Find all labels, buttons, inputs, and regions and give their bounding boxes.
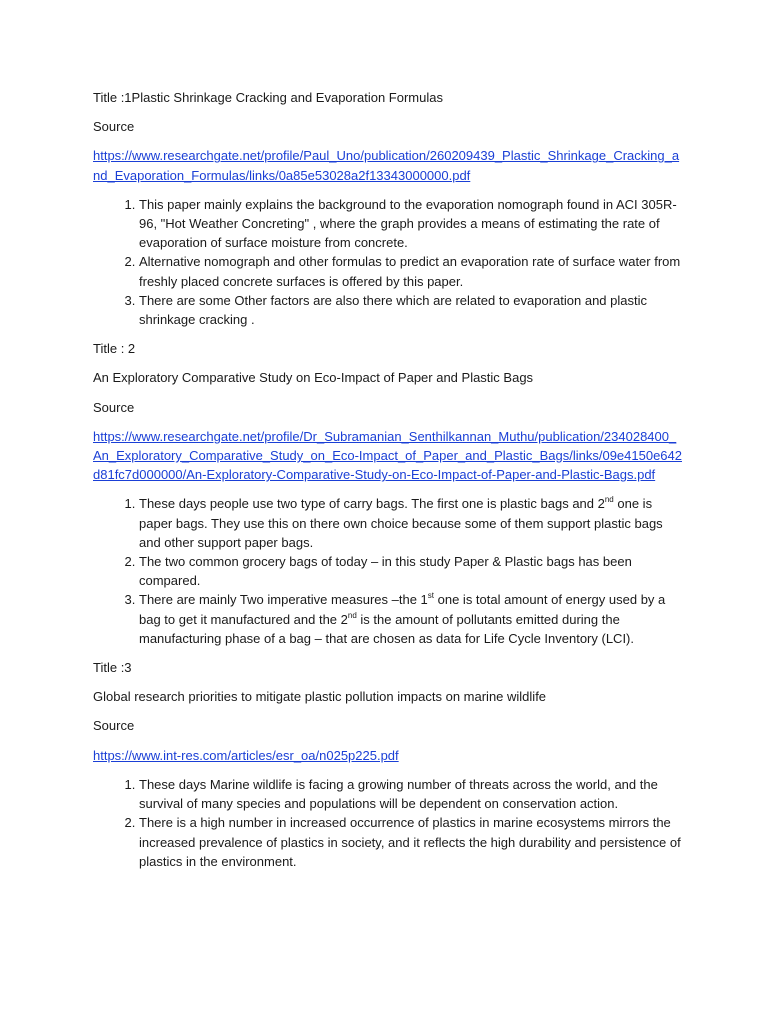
list-item-text: These days people use two type of carry bags. The first one is plastic bags and 2 bbox=[139, 496, 605, 512]
list-item bbox=[139, 552, 684, 590]
list-item-text: one is total amount of energy used by a bag to get it manufactured and the 2 bbox=[139, 592, 666, 627]
section-2-subtitle: An Exploratory Comparative Study on Eco-Impact of Paper and Plastic Bags bbox=[93, 370, 534, 386]
ordinal-suffix: st bbox=[427, 591, 435, 601]
ordinal-suffix: nd bbox=[347, 610, 357, 620]
list-item: 2. There is a high number in increased occurrence of plastics in marine ecosystems mirrors the increased prevalence of plastics in society, and it reflects the high durability and persistence of plastics in the environment. bbox=[139, 813, 684, 871]
list-item-text: is the amount of pollutants emitted during the manufacturing phase of a bag – that are chosen as data for Life Cycle Inventory (LCI). bbox=[139, 611, 635, 646]
list-item-text: There are mainly Two imperative measures –the 1 bbox=[139, 592, 428, 608]
section-1-source-label: Source bbox=[93, 119, 135, 135]
list-item: 3. There are some Other factors are also there which are related to evaporation and plastic shrinkage cracking . bbox=[139, 291, 684, 329]
list-item: 1. These days Marine wildlife is facing a growing number of threats across the world, and the survival of many species and populations will be dependent on conservation action. bbox=[139, 775, 684, 813]
section-2-source-label: Source bbox=[93, 399, 135, 415]
section-1-title: Title :1Plastic Shrinkage Cracking and Evaporation Formulas bbox=[93, 90, 443, 105]
list-item-text: The two common grocery bags of today – in this study Paper & Plastic bags has been compared. bbox=[139, 554, 632, 589]
list-item: 1. This paper mainly explains the background to the evaporation nomograph found in ACI 305R-96, "Hot Weather Concreting" , where the graph provides a means of estimating the rate of evaporation of surface moisture from concrete. bbox=[139, 195, 684, 253]
list-item bbox=[139, 494, 684, 552]
section-3-source-link-wrap bbox=[93, 746, 684, 765]
list-item: 2. Alternative nomograph and other formulas to predict an evaporation rate of surface water from freshly placed concrete surfaces is offered by this paper. bbox=[139, 252, 684, 290]
list-item-text: one is paper bags. They use this on there own choice because some of them support plastic bags and other support paper bags. bbox=[139, 496, 663, 550]
section-3-subtitle: Global research priorities to mitigate plastic pollution impacts on marine wildlife bbox=[93, 689, 547, 705]
section-2-list bbox=[93, 494, 684, 648]
section-2-source-link-wrap bbox=[93, 427, 684, 485]
ordinal-suffix: nd bbox=[604, 495, 614, 505]
section-2-title: Title : 2 bbox=[93, 341, 136, 357]
section-1-source-link[interactable]: https://www.researchgate.net/profile/Paul_Uno/publication/260209439_Plastic_Shrinkage_Cracking_and_Evaporation_Formulas/links/0a85e53028a2f13343000000.pdf bbox=[93, 148, 680, 183]
section-3-list bbox=[93, 775, 684, 871]
section-1-source-link-wrap bbox=[93, 146, 684, 184]
section-3-source-label: Source bbox=[93, 718, 135, 734]
section-3-title: Title :3 bbox=[93, 660, 132, 676]
section-1-list bbox=[93, 195, 684, 329]
list-item bbox=[139, 590, 684, 648]
section-2-source-link[interactable]: https://www.researchgate.net/profile/Dr_Subramanian_Senthilkannan_Muthu/publication/234028400_An_Exploratory_Comparative_Study_on_Eco-Impact_of_Paper_and_Plastic_Bags/links/09e4150e642d81fc7d000000/An-Exploratory-Comparative-Study-on-Eco-Impact-of-Paper-and-Plastic-Bags.pdf bbox=[93, 428, 682, 483]
section-3-source-link[interactable]: https://www.int-res.com/articles/esr_oa/n025p225.pdf bbox=[93, 747, 399, 763]
